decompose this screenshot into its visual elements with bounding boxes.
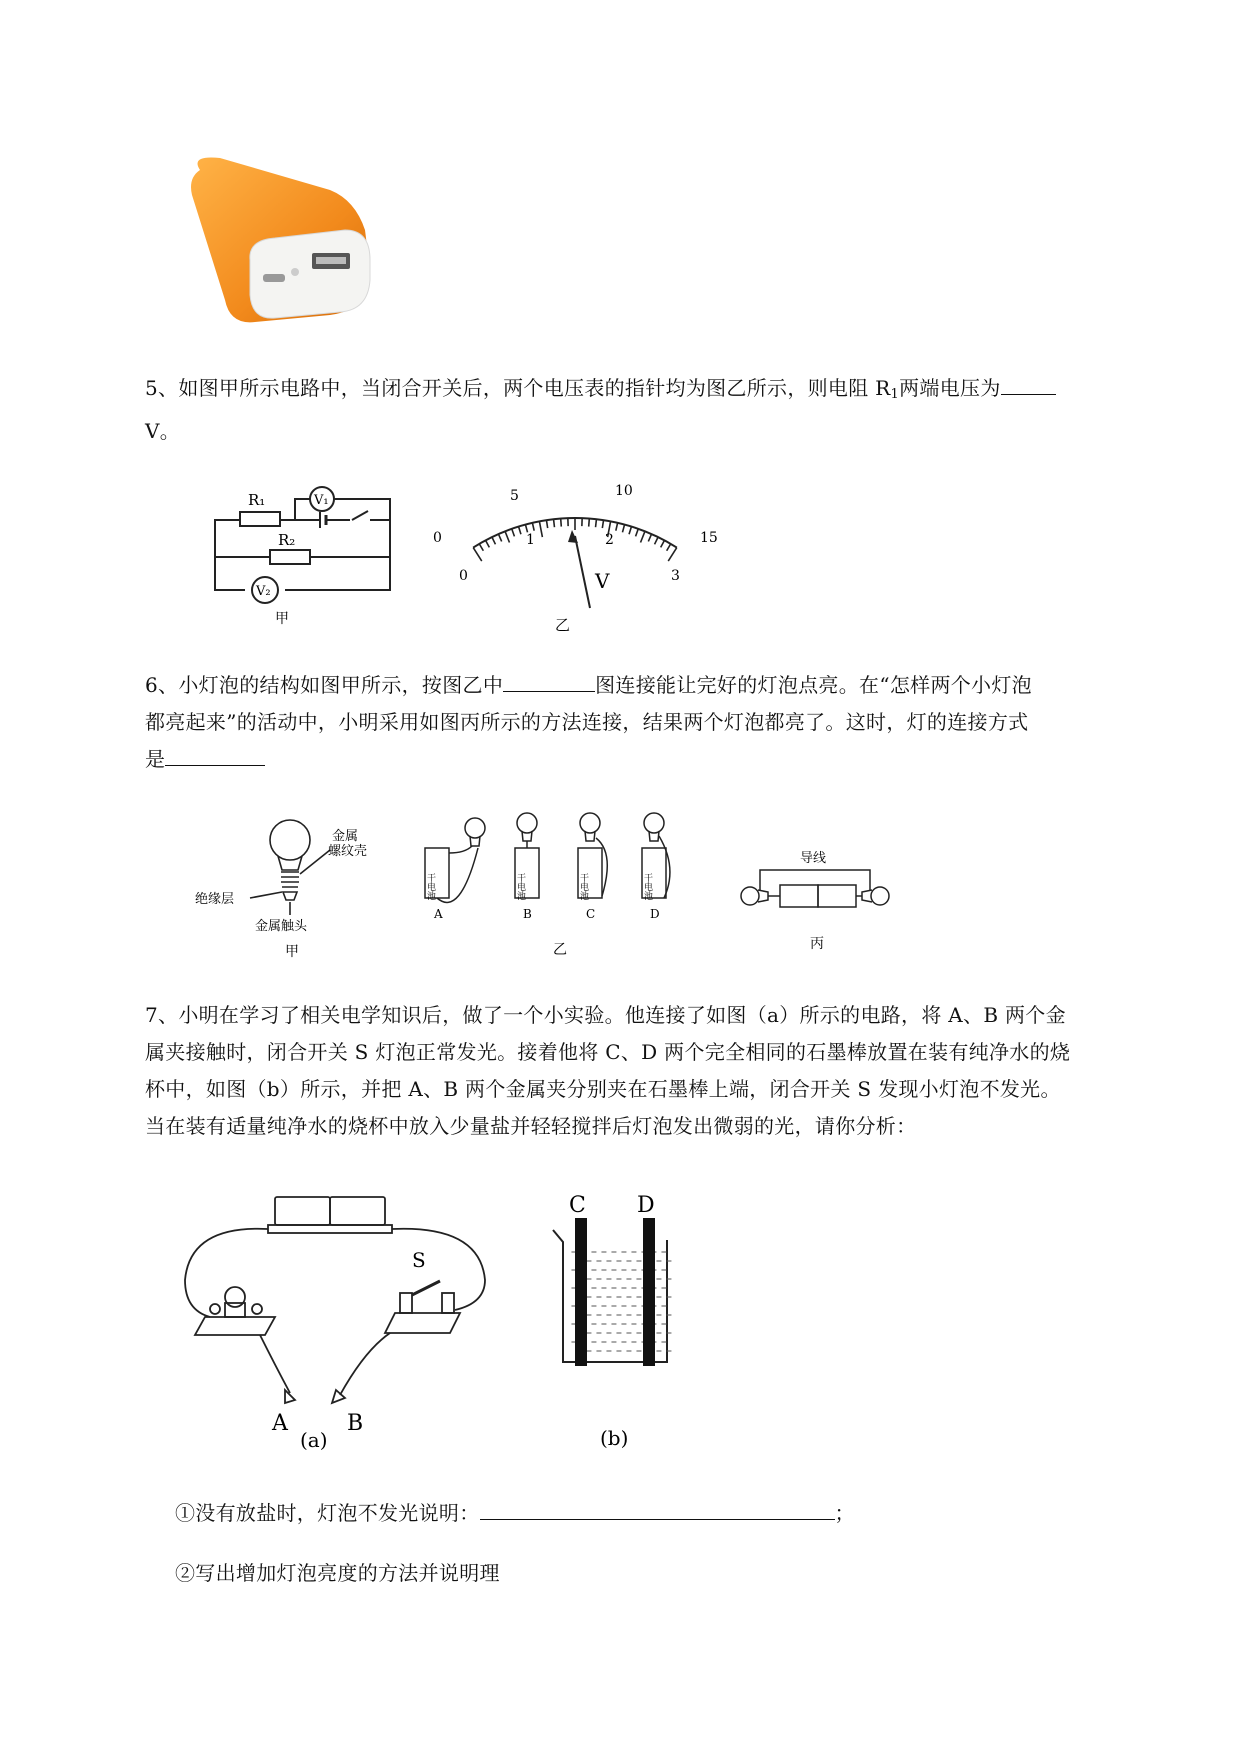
- dial-tick: [667, 544, 671, 551]
- tick-top-0: 0: [433, 530, 442, 546]
- option-d: D: [650, 907, 660, 921]
- graphite-rod-d: [643, 1218, 655, 1366]
- dial-tick: [622, 525, 624, 533]
- tick-bottom-2: 2: [605, 532, 614, 548]
- dial-tick: [596, 519, 597, 527]
- dial-tick: [661, 540, 665, 547]
- dial-tick: [486, 540, 490, 547]
- dial-tick: [589, 519, 590, 527]
- label-r2: R₂: [278, 531, 296, 549]
- dial-tick: [602, 520, 603, 528]
- label-metal-shell: 金属螺纹壳: [328, 829, 368, 859]
- dial-tick: [473, 548, 482, 562]
- dial-tick: [546, 520, 547, 528]
- q6-text-2: 都亮起来”的活动中，小明采用如图丙所示的方法连接，结果两个灯泡都亮了。这时，灯的连接方式: [145, 710, 1029, 734]
- dial-tick: [492, 537, 495, 544]
- q5-text-3: V。: [145, 419, 181, 443]
- q5-circuit-figure: [210, 485, 400, 625]
- q7-answer-blank-1[interactable]: [480, 1497, 835, 1520]
- question-6: [145, 667, 1145, 778]
- q7-text-2: 属夹接触时，闭合开关 S 灯泡正常发光。接着他将 C、D 两个完全相同的石墨棒放置在装有纯净水的烧: [145, 1040, 1071, 1064]
- q5-answer-blank[interactable]: [1001, 372, 1056, 395]
- battery-label-b: 干电池: [515, 873, 525, 900]
- q7-sub-1-end: ；: [834, 1501, 855, 1525]
- dial-tick: [512, 529, 515, 537]
- label-s: S: [412, 1248, 426, 1272]
- dial-tick: [648, 534, 651, 541]
- q6-answer-blank-1[interactable]: [503, 669, 595, 692]
- q5-text-1: 5、如图甲所示电路中，当闭合开关后，两个电压表的指针均为图乙所示，则电阻 R: [145, 376, 891, 400]
- tick-bottom-1: 1: [526, 532, 535, 548]
- label-metal-contact: 金属触头: [255, 919, 308, 934]
- option-a: A: [434, 907, 443, 921]
- battery-label-a: 干电池: [425, 873, 435, 900]
- dial-tick: [498, 534, 501, 541]
- tick-top-10: 10: [615, 483, 633, 499]
- q5-subscript: 1: [890, 387, 900, 402]
- q7-beaker-b-figure: [545, 1190, 705, 1450]
- dial-tick: [479, 544, 483, 551]
- q7-sub-1-text: ①没有放盐时，灯泡不发光说明：: [175, 1501, 480, 1525]
- q6-answer-blank-2[interactable]: [165, 743, 265, 766]
- label-b-clip: B: [347, 1411, 364, 1436]
- label-a-clip: A: [272, 1411, 288, 1436]
- q6-bulb-structure-figure: [190, 810, 420, 960]
- graphite-rod-c: [575, 1218, 587, 1366]
- tick-bottom-3: 3: [671, 568, 680, 584]
- label-r1: R₁: [248, 491, 266, 509]
- dial-tick: [505, 531, 509, 542]
- label-yi-6: 乙: [553, 942, 567, 958]
- option-b: B: [523, 907, 532, 921]
- voltmeter-needle: [575, 536, 590, 608]
- label-fig-b: (b): [600, 1426, 629, 1450]
- dial-tick: [532, 523, 534, 531]
- label-d: D: [637, 1193, 655, 1218]
- battery-label-c: 干电池: [578, 873, 588, 900]
- label-bing: 丙: [810, 936, 824, 952]
- q6-text-1b: 图连接能让完好的灯泡点亮。在“怎样两个小灯泡: [595, 673, 1032, 697]
- q5-voltmeter-dial: [425, 478, 725, 638]
- q7-sub-2-text: ②写出增加灯泡亮度的方法并说明理: [175, 1561, 500, 1585]
- label-v1: V₁: [314, 493, 329, 508]
- q7-sub-1: [175, 1495, 1075, 1532]
- q7-text-3: 杯中，如图（b）所示，并把 A、B 两个金属夹分别夹在石墨棒上端，闭合开关 S 发现小灯泡不发光。: [145, 1077, 1061, 1101]
- label-yi: 乙: [555, 616, 571, 634]
- dial-tick: [539, 521, 542, 537]
- tick-top-15: 15: [700, 530, 718, 546]
- question-5: [145, 370, 1145, 450]
- label-insulation: 绝缘层: [195, 892, 235, 907]
- q6-text-1a: 6、小灯泡的结构如图甲所示，按图乙中: [145, 673, 504, 697]
- dial-tick: [519, 527, 521, 535]
- tick-top-5: 5: [510, 488, 519, 504]
- label-c: C: [569, 1193, 586, 1218]
- q7-circuit-a-figure: [180, 1185, 510, 1450]
- label-jia-6: 甲: [285, 944, 299, 960]
- battery-label-d: 干电池: [642, 873, 652, 900]
- power-bank-photo: [180, 150, 400, 335]
- label-unit-v: V: [595, 569, 610, 593]
- q6-text-3: 是: [145, 747, 166, 771]
- dial-tick: [561, 519, 562, 527]
- q5-text-2: 两端电压为: [899, 376, 1001, 400]
- q7-text-1: 7、小明在学习了相关电学知识后，做了一个小实验。他连接了如图（a）所示的电路，将 A、B 两个金: [145, 1003, 1066, 1027]
- label-v2: V₂: [256, 584, 271, 599]
- label-wire: 导线: [800, 851, 827, 866]
- dial-tick: [641, 531, 645, 542]
- dial-tick: [629, 527, 631, 535]
- q6-bing-figure: [730, 840, 900, 955]
- dial-tick: [655, 537, 658, 544]
- dial-tick: [616, 523, 618, 531]
- dial-tick: [554, 519, 555, 527]
- option-c: C: [586, 907, 596, 921]
- question-7: [145, 997, 1155, 1145]
- label-jia: 甲: [275, 611, 289, 625]
- label-fig-a: (a): [300, 1428, 328, 1450]
- micro-usb-port: [263, 274, 285, 282]
- dial-tick: [636, 529, 639, 537]
- dial-tick: [668, 548, 677, 562]
- q7-text-4: 当在装有适量纯净水的烧杯中放入少量盐并轻轻搅拌后灯泡发出微弱的光，请你分析：: [145, 1114, 917, 1138]
- tick-bottom-0: 0: [459, 568, 468, 584]
- q6-options-figure: [420, 808, 690, 963]
